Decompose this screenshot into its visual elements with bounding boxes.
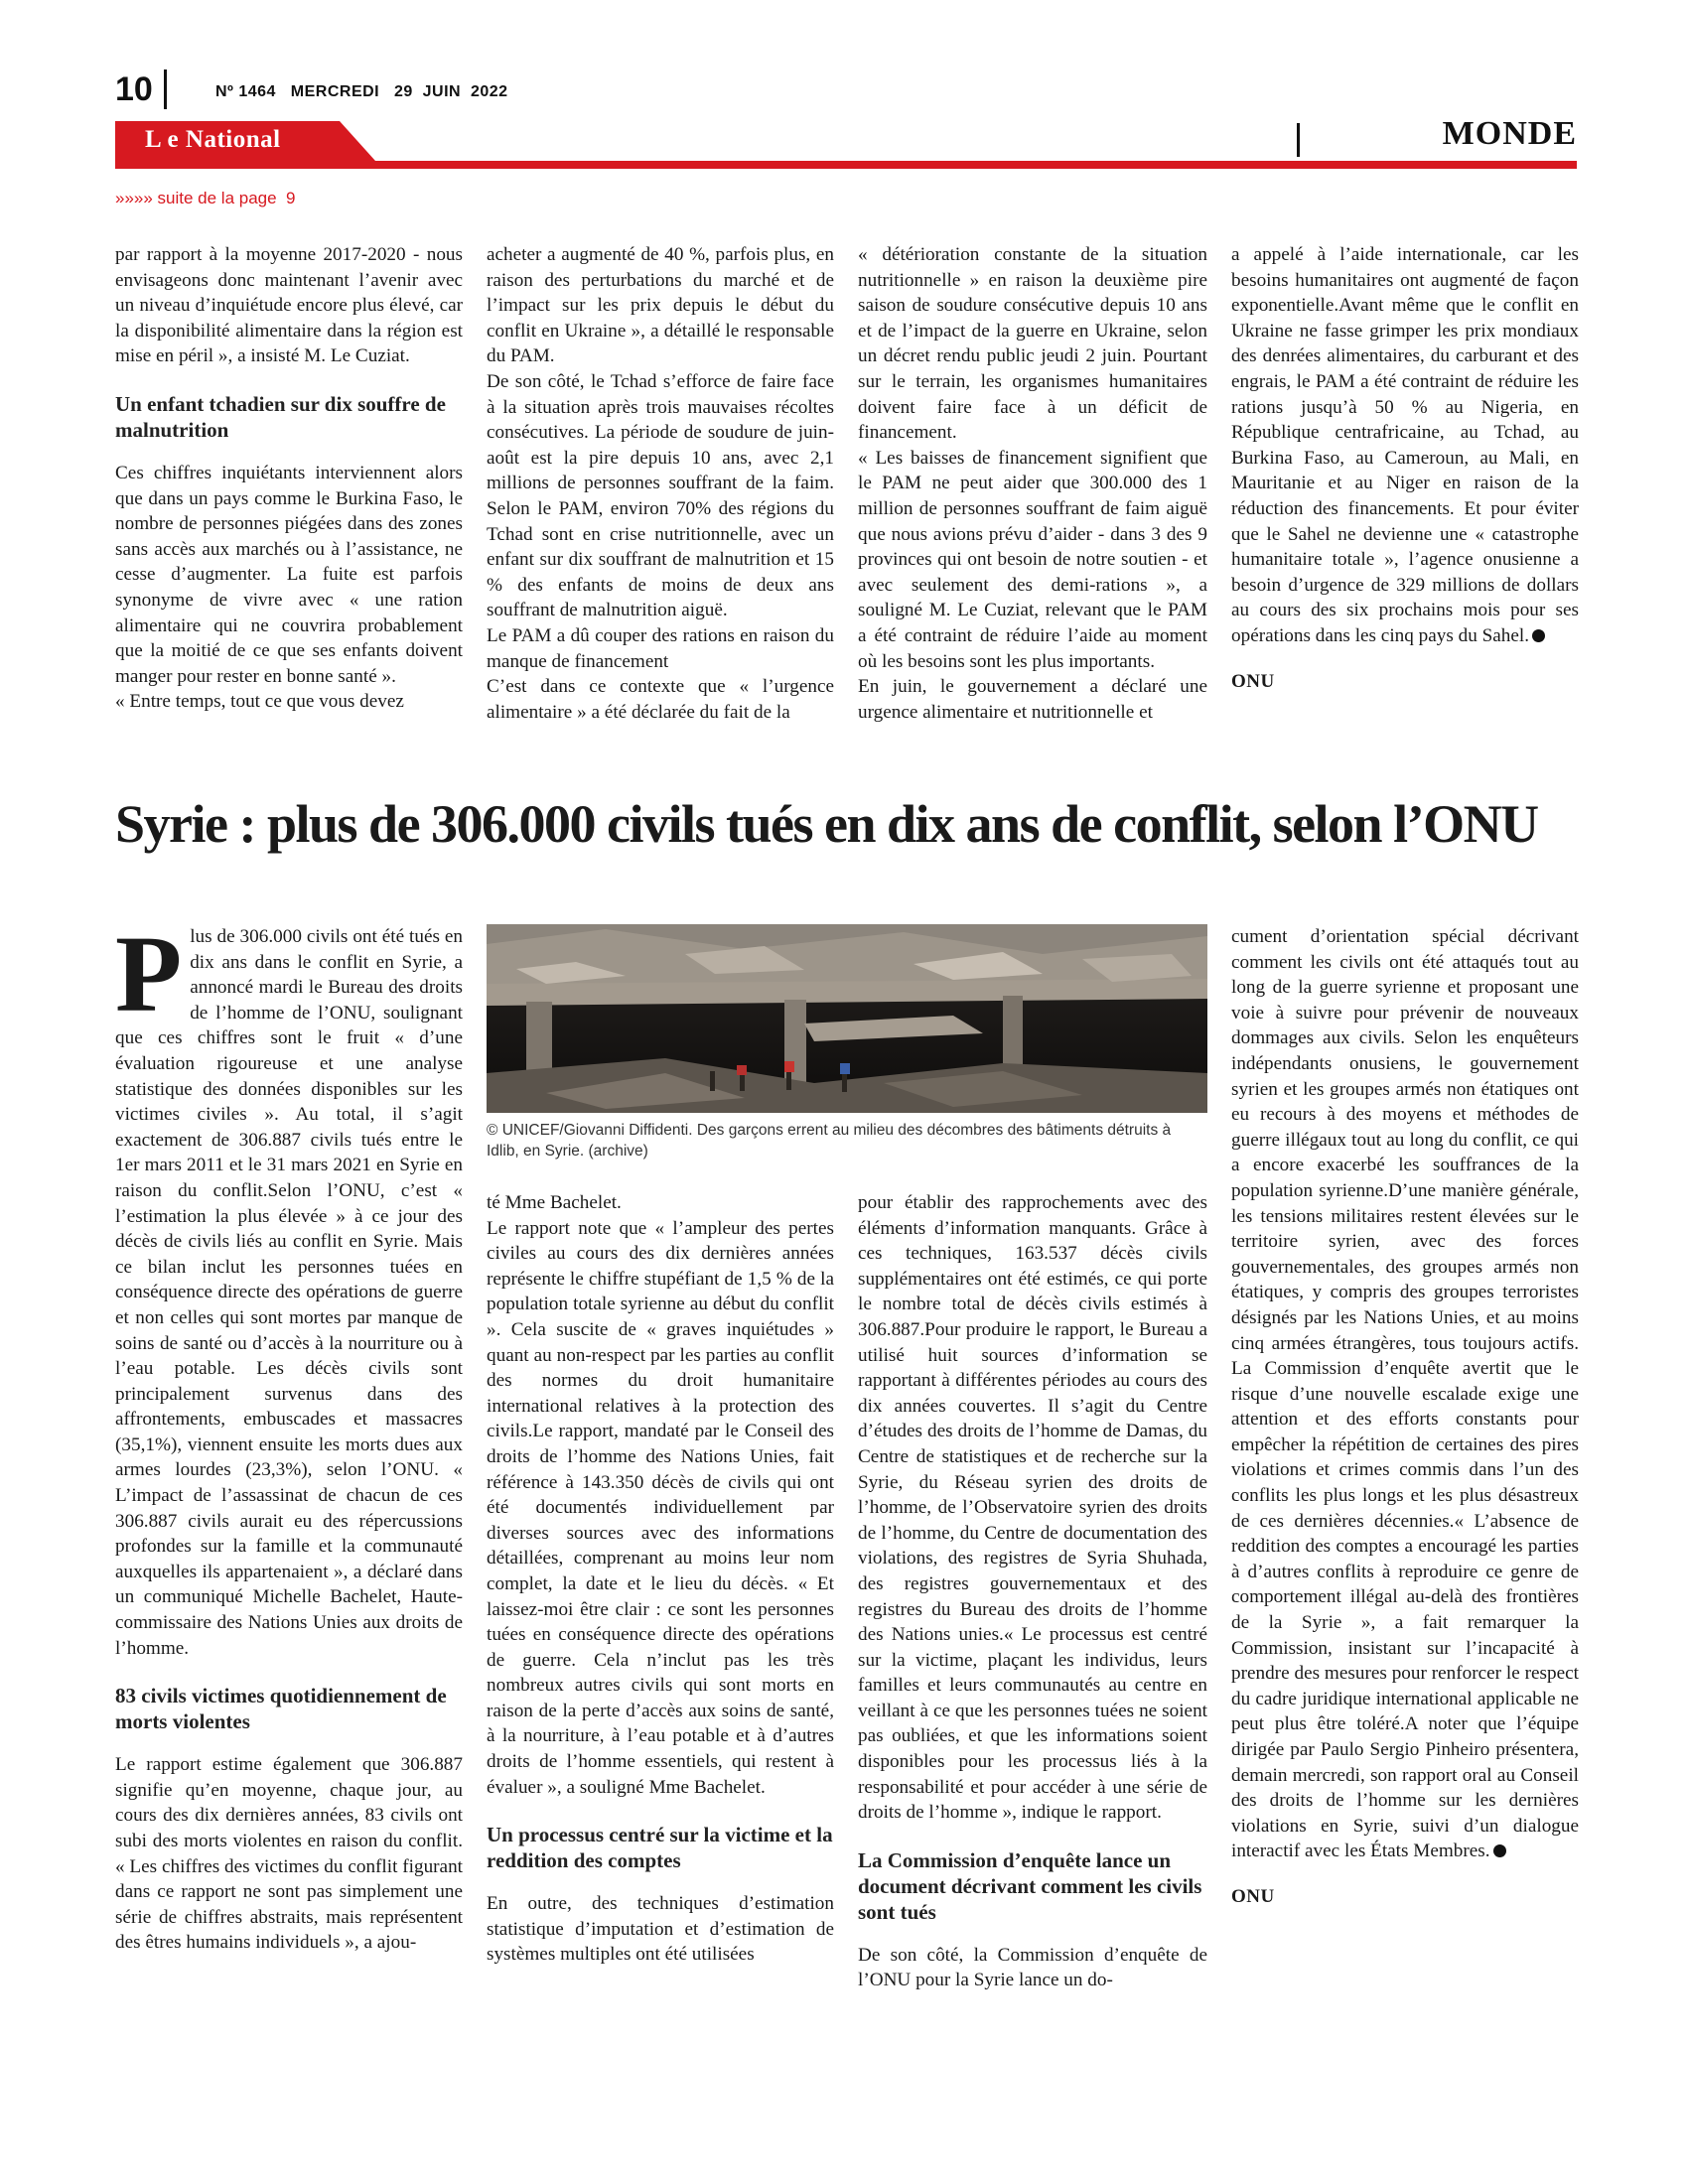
issue-date-line: Nº 1464 MERCREDI 29 JUIN 2022	[215, 83, 508, 100]
article1-paragraph: a appelé à l’aide internationale, car les besoins humanitaires ont augmenté de façon exponentielle.Avant même que le conflit en Ukraine ne fasse grimper les prix mondiaux des denrées alimentaires, du carburant et des engrais, le PAM a été contraint de réduire les rations jusqu’à 50 % au Nigeria, en République centrafricaine, au Tchad, au Burkina Faso, au Cameroun, au Mali, en Mauritanie et au Niger en raison de la réduction des financements. Et pour éviter que le Sahel ne devienne une « catastrophe humanitaire totale », l’agence onusienne a besoin d’urgence de 329 millions de dollars au cours des six prochains mois pour ses opérations dans les cinq pays du Sahel.	[1231, 244, 1579, 646]
article1-subheading: Un enfant tchadien sur dix souffre de malnutrition	[115, 391, 446, 442]
article2-paragraph: pour établir des rapprochements avec des éléments d’information manquants. Grâce à ces techniques, 163.537 décès civils supplémentaires ont été estimés, ce qui porte le nombre total de décès civils estimés à 306.887.Pour produire le rapport, le Bureau a utilisé huit sources d’information se rapportant à différentes périodes au cours des dix années couvertes. Il s’agit du Centre d’études des droits de l’homme de Damas, du Centre de statistiques et de recherche sur la Syrie, du Réseau syrien des droits de l’homme, de l’Observatoire syrien des droits de l’homme, du Centre de documentation des violations, des registres de Syria Shuhada, des registres gouvernementaux et des registres du Bureau des droits de l’homme des Nations unies.« Le processus est centré sur la victime, plaçant les individus, leurs familles et leurs communautés au centre en veillant à ce que les personnes tuées ne soient pas oubliées, et que les informations soient disponibles pour les processus liés à la responsabilité et pour accéder à une série de droits de l’homme », indique le rapport.	[858, 1192, 1207, 1824]
article2-paragraph: Le rapport note que « l’ampleur des pertes civiles au cours des dix dernières années représente le chiffre stupéfiant de 1,5 % de la population totale syrienne au début du conflit ». Cela suscite de « graves inquiétudes » quant au non-respect par les parties au conflit des normes du droit humanitaire international relatives à la protection des civils.Le rapport, mandaté par le Conseil des droits de l’homme des Nations Unies, fait référence à 143.350 décès de civils qui ont été documentés individuellement par diverses sources avec des informations détaillées, comprenant au moins leur nom complet, la date et le lieu du décès. « Et laissez-moi être clair : ce sont les personnes tuées en conséquence directe des opérations de guerre. Cela n’inclut pas les très nombreux autres civils qui sont morts en raison de la perte d’accès aux soins de santé, à la nourriture, à l’eau potable et à d’autres droits de l’homme essentiels, qui restent à évaluer », a souligné Mme Bachelet.	[487, 1217, 834, 1798]
article2-subheading: Un processus centré sur la victime et la reddition des comptes	[487, 1823, 833, 1873]
end-of-article-icon	[1493, 1844, 1506, 1857]
article2-column-2	[487, 1190, 834, 2123]
article1-paragraph: Ces chiffres inquiétants interviennent alors que dans un pays comme le Burkina Faso, le nombre de personnes piégées dans des zones sans accès aux marchés ou à l’assistance, ne cesse d’augmenter. La fuite est parfois synonyme de vivre avec « une ration alimentaire qui ne couvrira probablement que la moitié de ce que ses enfants doivent manger pour rester en bonne santé ».	[115, 462, 463, 687]
article2-paragraph: De son côté, la Commission d’enquête de l’ONU pour la Syrie lance un do-	[858, 1944, 1207, 1991]
article1-column-1	[115, 242, 463, 778]
article1-signature: ONU	[1231, 670, 1275, 692]
article2-paragraph: Le rapport estime également que 306.887 signifie qu’en moyenne, chaque jour, au cours des dix dernières années, 83 civils ont subi des morts violentes en raison du conflit. « Les chiffres des victimes du conflit figurant dans ce rapport ne sont pas simplement une série de chiffres abstraits, mais représentent des êtres humains individuels », a ajou-	[115, 1754, 463, 1954]
article2-subheading: 83 civils victimes quotidiennement de morts violentes	[115, 1684, 447, 1734]
article1-column-4	[1231, 242, 1579, 778]
article1-paragraph: par rapport à la moyenne 2017-2020 - nous envisageons donc maintenant l’avenir avec un niveau d’inquiétude encore plus élevé, car la disponibilité alimentaire dans la région est mise en péril », a insisté M. Le Cuziat.	[115, 244, 463, 367]
article2-column-1	[115, 913, 463, 2086]
article2-column-4	[1231, 924, 1579, 2086]
article2-paragraph: En outre, des techniques d’estimation statistique d’imputation et d’estimation de systèmes multiples ont été utilisées	[487, 1893, 834, 1966]
article2-signature: ONU	[1231, 1885, 1275, 1907]
article2-lead-paragraph: Plus de 306.000 civils ont été tués en dix ans dans le conflit en Syrie, a annoncé mardi le Bureau des droits de l’homme de l’ONU, soulignant que ces chiffres sont le fruit « d’une évaluation rigoureuse et une analyse statistique des données disponibles sur les victimes civiles ». Au total, il s’agit exactement de 306.887 civils tués entre le 1er mars 2011 et le 31 mars 2021 en Syrie en raison du conflit.Selon l’ONU, c’est « l’estimation la plus élevée » à ce jour des décès de civils liés au conflit en Syrie. Mais ce bilan inclut les personnes tuées en conséquence directe des opérations de guerre et non celles qui sont mortes par manque de soins de santé ou d’accès à la nourriture ou à l’eau potable. Les décès civils sont principalement survenus dans des affrontements, embuscades et massacres (35,1%), viennent ensuite les morts dues aux armes lourdes (23,3%), selon l’ONU. « L’impact de l’assassinat de chacun de ces 306.887 civils aurait eu des répercussions profondes sur la famille et la communauté auxquelles ils appartenaient », a déclaré dans un communiqué Michelle Bachelet, Haute-commissaire des Nations Unies aux droits de l’homme.	[115, 913, 463, 1659]
end-of-article-icon	[1532, 629, 1545, 642]
photo-caption: © UNICEF/Giovanni Diffidenti. Des garçons errent au milieu des décombres des bâtiments détruits à Idlib, en Syrie. (archive)	[487, 1122, 1172, 1160]
section-label: MONDE	[1442, 115, 1577, 152]
newspaper-brand-name: L e National	[145, 126, 281, 153]
page-number: 10	[115, 70, 153, 108]
article1-paragraph: C’est dans ce contexte que « l’urgence alimentaire » a été déclarée du fait de la	[487, 676, 834, 723]
article1-paragraph: En juin, le gouvernement a déclaré une urgence alimentaire et nutritionnelle et	[858, 676, 1207, 723]
continuation-note: »»»» suite de la page 9	[115, 189, 296, 207]
header-red-rule	[115, 161, 1577, 169]
article1-column-3	[858, 242, 1207, 778]
article1-paragraph: « Entre temps, tout ce que vous devez	[115, 691, 404, 713]
article1-paragraph: « Les baisses de financement signifient que le PAM ne peut aider que 300.000 des 1 million de personnes souffrant de faim aiguë que nous avions prévu d’aider - dans 3 des 9 provinces qui ont besoin de notre soutien - et avec seulement des demi-rations », a souligné M. Le Cuziat, relevant que le PAM a été contraint de réduire l’aide au moment où les besoins sont les plus importants.	[858, 447, 1207, 672]
article1-paragraph: De son côté, le Tchad s’efforce de faire face à la situation après trois mauvaises récoltes consécutives. La période de soudure de juin-août est la pire depuis 10 ans, avec 2,1 millions de personnes souffrant de la faim. Selon le PAM, environ 70% des régions du Tchad sont en crise nutritionnelle, avec un enfant sur dix souffrant de malnutrition et 15 % des enfants de moins de deux ans souffrant de malnutrition aiguë.	[487, 370, 834, 621]
article2-column-3	[858, 1190, 1207, 2123]
article1-paragraph: « détérioration constante de la situation nutritionnelle » en raison la deuxième pire saison de soudure consécutive depuis 10 ans et de l’impact de la guerre en Ukraine, selon un décret rendu public jeudi 2 juin. Pourtant sur le terrain, les organismes humanitaires doivent faire face à un déficit de financement.	[858, 244, 1207, 444]
rubble-photo-illustration	[487, 924, 1207, 1113]
newspaper-brand-tab	[115, 121, 375, 161]
article2-subheading: La Commission d’enquête lance un document décrivant comment les civils sont tués	[858, 1847, 1202, 1924]
article2-headline: Syrie : plus de 306.000 civils tués en dix ans de conflit, selon l’ONU	[115, 794, 1538, 854]
article1-paragraph: Le PAM a dû couper des rations en raison du manque de financement	[487, 624, 834, 672]
article2-paragraph: té Mme Bachelet.	[487, 1192, 622, 1213]
drop-cap: P	[115, 913, 183, 1034]
section-divider	[1297, 123, 1300, 157]
article2-paragraph: cument d’orientation spécial décrivant comment les civils ont été attaqués tout au long de la guerre syrienne et proposant une voie à suivre pour prévenir de nouveaux dommages aux civils. Selon les enquêteurs indépendants onusiens, le gouvernement syrien et les groupes armés non étatiques ont eu recours à des moyens et méthodes de guerre illégaux tout au long du conflit, ce qui a encore exacerbé les souffrances de la population syrienne.D’une manière générale, les tensions militaires restent élevées sur le territoire syrien, avec des forces gouvernementales, des groupes armés non étatiques, y compris des groupes terroristes désignés par les Nations Unies, et au moins cinq armées étrangères, tous toujours actifs. La Commission d’enquête avertit que le risque d’une nouvelle escalade exige une attention et des efforts constants pour empêcher la répétition de certaines des pires violations et crimes commis dans l’un des conflits les plus longs et les plus désastreux de ces dernières décennies.« L’absence de reddition des comptes a encouragé les parties à d’autres conflits à reproduire ce genre de comportement illégal au-delà des frontières de la Syrie », a fait remarquer la Commission, insistant sur l’incapacité à prendre des mesures pour renforcer le respect du cadre juridique international applicable ne peut plus être toléré.A noter que l’équipe dirigée par Paulo Sergio Pinheiro présentera, demain mercredi, son rapport oral au Conseil des droits de l’homme sur les dernières violations en Syrie, suivi d’un dialogue interactif avec les États Membres.	[1231, 926, 1579, 1862]
page-number-divider	[164, 69, 167, 109]
article1-paragraph: acheter a augmenté de 40 %, parfois plus, en raison des perturbations du marché et de l’impact sur les prix depuis le début du conflit en Ukraine », a détaillé le responsable du PAM.	[487, 244, 834, 367]
article1-column-2	[487, 242, 834, 778]
article2-photo	[487, 924, 1207, 1113]
